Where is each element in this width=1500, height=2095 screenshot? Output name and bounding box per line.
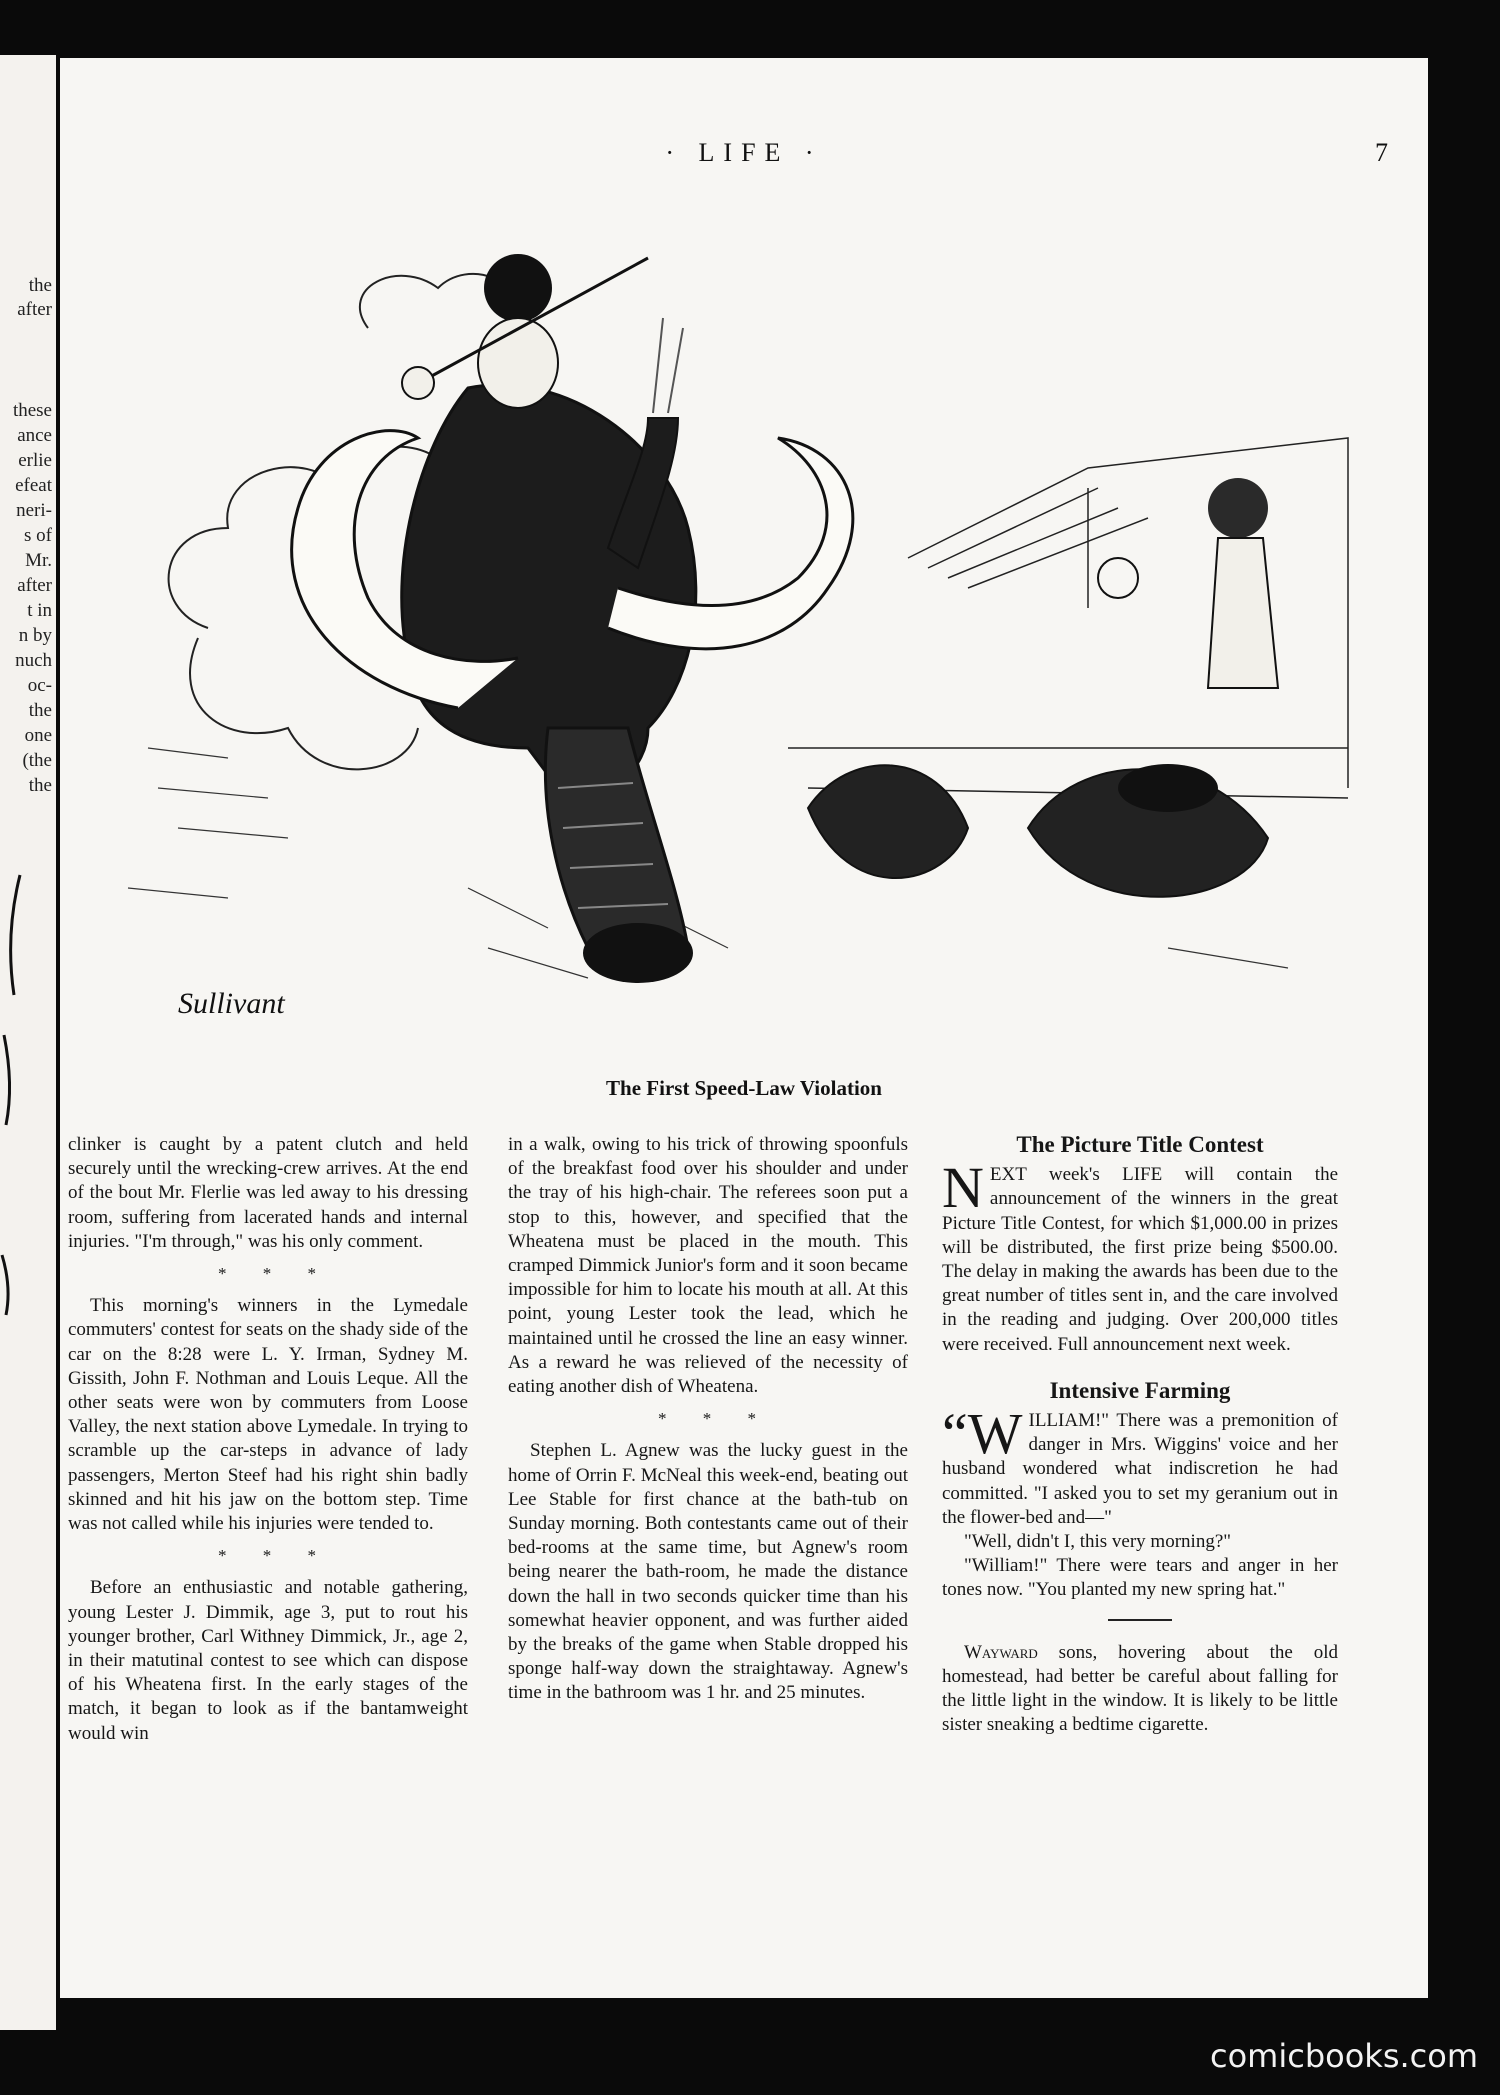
facing-page-fragment: s of (24, 525, 52, 546)
rule-divider (1108, 1619, 1172, 1621)
cartoon-caption: The First Speed-Law Violation (606, 1076, 882, 1100)
facing-page-fragment: efeat (15, 475, 52, 496)
paragraph: clinker is caught by a patent clutch and held securely until the wrecking-crew arrives. At the end of the bout Mr. Flerlie was led away to his dressing room, suffering from lacerated hands and internal injuries. "I'm through," was his only comment. (68, 1134, 468, 1252)
mammoth-foot (583, 923, 693, 983)
facing-page-fragment: erlie (18, 450, 52, 471)
water-spray (653, 318, 683, 413)
paragraph: "William!" There were tears and anger in her tones now. "You planted my new spring hat." (942, 1555, 1338, 1601)
baby-head (1098, 558, 1138, 598)
facing-page-fragment: the (28, 775, 52, 796)
child-head (1208, 478, 1268, 538)
facing-page-fragment: t in (27, 600, 52, 621)
article-heading: The Picture Title Contest (1016, 1132, 1264, 1157)
facing-page-fragment: after (17, 299, 52, 320)
hat-on-child (1118, 764, 1218, 812)
facing-page-fragment: oc- (27, 675, 52, 696)
lead-word: Wayward (964, 1641, 1038, 1663)
paragraph-text: ILLIAM!" There was a premonition of danger in Mrs. Wiggins' voice and her husband wondered what indiscretion he had committed. "I asked you to set my geranium out in the flower-bed and—" (942, 1410, 1338, 1528)
facing-page-fragment: these (12, 400, 52, 421)
text-column-1 (68, 1133, 468, 1746)
paragraph-text: sons, hovering about the old homestead, had better be careful about falling for the little light in the window. It is likely to be little sister sneaking a bedtime cigarette. (942, 1641, 1338, 1736)
fleeing-child-left (808, 765, 968, 878)
paragraph: in a walk, owing to his trick of throwing spoonfuls of the breakfast food over his shoulder and under the tray of his high-chair. The referees soon put a stop to this, however, and specified that the Wheatena must be placed in the mouth. This cramped Dimmick Junior's form and it soon became impossible for him to locate his mouth at all. At this point, young Lester took the lead, which he maintained until he crossed the line an easy winner. As a reward he was relieved of the necessity of eating another dish of Wheatena. (508, 1134, 908, 1398)
mammoth-cartoon (88, 188, 1388, 1048)
drop-cap: “W (942, 1401, 1023, 1467)
mammoth-trunk (545, 728, 688, 948)
facing-page-fragment: the (28, 700, 52, 721)
text-column-2 (508, 1133, 908, 1706)
horn-bell (402, 367, 434, 399)
facing-page-fragment: nuch (15, 650, 52, 671)
paragraph: Stephen L. Agnew was the lucky guest in the home of Orrin F. McNeal this week-end, beating out Lee Stable for first chance at the bath-tub on Sunday morning. Both contestants came out of their bed-rooms at the same time, but Agnew's room being nearer the bath-room, he made the distance down the hall in two seconds quicker time than his somewhat heavier opponent, and was further aided by the breaks of the game when Stable dropped his sponge half-way down the straightaway. Agnew's time in the bathroom was 1 hr. and 25 minutes. (508, 1440, 908, 1704)
paragraph: This morning's winners in the Lymedale commuters' contest for seats on the shady side of the car on the 8:28 were L. Y. Irman, Sydney M. Gissith, John F. Nothman and Louis Leque. All the other seats were won by commuters from Loose Valley, the next station above Lymedale. In trying to scramble up the car-steps in advance of lady passengers, Merton Steef had his right shin badly skinned and hit his jaw on the bottom step. Time was not called while his injuries were tended to. (68, 1295, 468, 1535)
facing-page-drawing (0, 835, 56, 1335)
paragraph (942, 1641, 1338, 1738)
child-dress (1208, 538, 1278, 688)
facing-page-fragment: after (17, 575, 52, 596)
text-column-3 (942, 1133, 1338, 1737)
watermark: comicbooks.com (1209, 2037, 1478, 2075)
section-divider: * * * (218, 1264, 332, 1284)
section-divider: * * * (218, 1546, 332, 1566)
facing-page-fragment: neri- (16, 500, 52, 521)
drop-cap: N (942, 1155, 984, 1221)
running-title: · LIFE · (665, 138, 823, 167)
section-divider: * * * (658, 1409, 772, 1429)
rider-head (484, 254, 552, 322)
facing-page-strip (0, 55, 56, 2030)
cartoon-illustration (88, 188, 1388, 1048)
paragraph-text: EXT week's LIFE will contain the announcement of the winners in the great Picture Title Contest, for which $1,000.00 in prizes will be distributed, the first prize being $500.00. The delay in making the awards has been due to the great number of titles sent in, and the care involved in the reading and judging. Over 200,000 titles were received. Full announcement next week. (942, 1164, 1338, 1355)
page-number: 7 (1375, 138, 1388, 167)
paragraph: "Well, didn't I, this very morning?" (964, 1531, 1232, 1553)
magazine-page (60, 58, 1428, 1998)
facing-page-fragment: (the (22, 750, 52, 771)
facing-page-fragment: the (28, 275, 52, 296)
rider-body (478, 318, 558, 408)
artist-signature: Sullivant (178, 987, 285, 1020)
paragraph (942, 1155, 1338, 1357)
paragraph (942, 1401, 1338, 1530)
paragraph: Before an enthusiastic and notable gathering, young Lester J. Dimmik, age 3, put to rout his younger brother, Carl Withney Dimmick, Jr., age 2, in their matutinal contest to see which can dispose of his Wheatena first. In the early stages of the match, it began to look as if the bantamweight would win (68, 1577, 468, 1744)
facing-page-fragment: n by (18, 625, 52, 646)
facing-page-fragment: one (24, 725, 52, 746)
facing-page-fragment: ance (17, 425, 52, 446)
article-heading: Intensive Farming (1049, 1377, 1231, 1403)
facing-page-fragment: Mr. (25, 550, 52, 571)
